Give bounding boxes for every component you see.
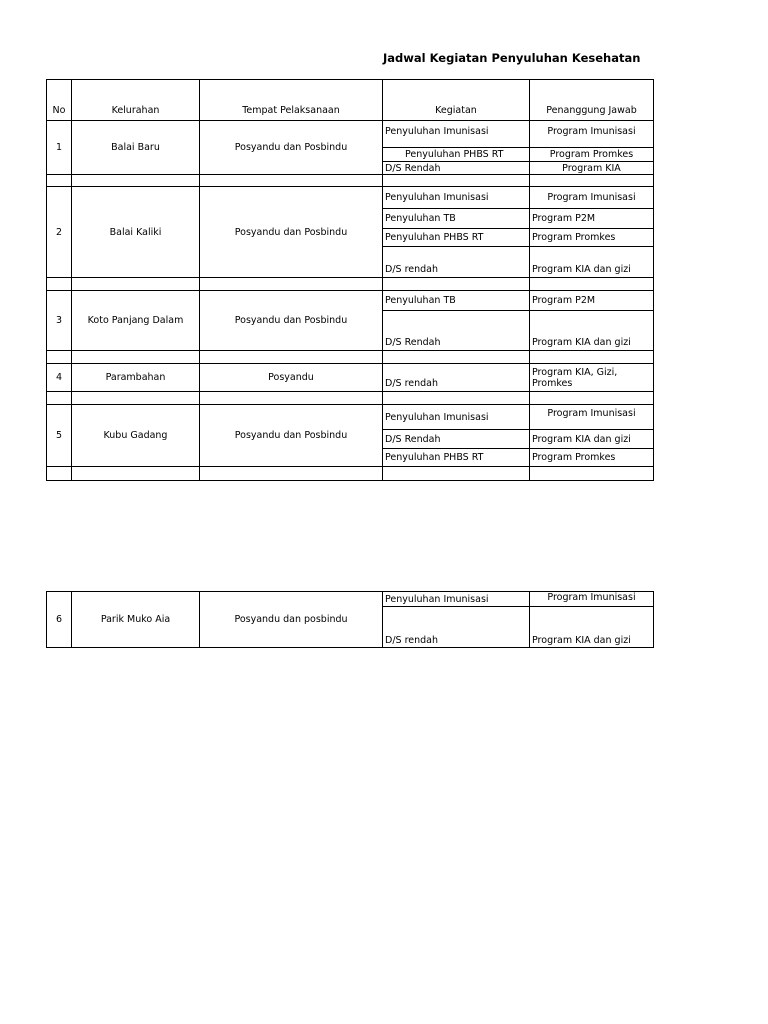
- row-kegiatan: Penyuluhan PHBS RT: [383, 148, 530, 162]
- row-penanggung: Program KIA, Gizi, Promkes: [530, 364, 654, 392]
- row-kegiatan: Penyuluhan Imunisasi: [383, 592, 530, 607]
- row-penanggung: Program KIA dan gizi: [530, 607, 654, 648]
- spacer-row: [47, 392, 654, 405]
- row-penanggung: Program KIA dan gizi: [530, 247, 654, 278]
- row-penanggung: Program Promkes: [530, 229, 654, 247]
- row-kegiatan: D/S Rendah: [383, 430, 530, 449]
- row-no: 2: [47, 187, 72, 278]
- row-kegiatan: D/S rendah: [383, 247, 530, 278]
- row-kegiatan: Penyuluhan TB: [383, 209, 530, 229]
- row-kegiatan: Penyuluhan Imunisasi: [383, 405, 530, 430]
- row-kegiatan: D/S rendah: [383, 607, 530, 648]
- schedule-table: [46, 79, 654, 481]
- row-penanggung: Program Imunisasi: [530, 592, 654, 607]
- spacer-row: [47, 351, 654, 364]
- row-penanggung: Program Imunisasi: [530, 187, 654, 209]
- row-tempat: Posyandu dan Posbindu: [200, 291, 383, 351]
- row-kelurahan: Balai Kaliki: [72, 187, 200, 278]
- row-kelurahan: Kubu Gadang: [72, 405, 200, 467]
- row-penanggung: Program Promkes: [530, 148, 654, 162]
- row-kelurahan: Balai Baru: [72, 121, 200, 175]
- header-penanggung-jawab: Penanggung Jawab: [530, 80, 654, 121]
- row-kegiatan: Penyuluhan TB: [383, 291, 530, 311]
- header-tempat: Tempat Pelaksanaan: [200, 80, 383, 121]
- row-penanggung: Program Imunisasi: [530, 121, 654, 148]
- row-kegiatan: Penyuluhan PHBS RT: [383, 449, 530, 467]
- row-penanggung: Program KIA dan gizi: [530, 430, 654, 449]
- row-kegiatan: D/S rendah: [383, 364, 530, 392]
- row-no: 4: [47, 364, 72, 392]
- table-row: [47, 405, 654, 430]
- row-kegiatan: Penyuluhan Imunisasi: [383, 121, 530, 148]
- table-row: [47, 291, 654, 311]
- header-kelurahan: Kelurahan: [72, 80, 200, 121]
- schedule-table-continued: [46, 591, 654, 648]
- row-kelurahan: Parik Muko Aia: [72, 592, 200, 648]
- row-tempat: Posyandu dan Posbindu: [200, 405, 383, 467]
- table-row: [47, 187, 654, 209]
- table-row: [47, 364, 654, 392]
- row-tempat: Posyandu dan Posbindu: [200, 187, 383, 278]
- row-tempat: Posyandu: [200, 364, 383, 392]
- spacer-row: [47, 175, 654, 187]
- header-kegiatan: Kegiatan: [383, 80, 530, 121]
- row-no: 1: [47, 121, 72, 175]
- row-penanggung: Program KIA: [530, 162, 654, 175]
- spacer-row: [47, 278, 654, 291]
- row-kegiatan: Penyuluhan Imunisasi: [383, 187, 530, 209]
- row-tempat: Posyandu dan Posbindu: [200, 121, 383, 175]
- row-penanggung: Program P2M: [530, 209, 654, 229]
- row-penanggung: Program Imunisasi: [530, 405, 654, 430]
- row-kegiatan: Penyuluhan PHBS RT: [383, 229, 530, 247]
- row-kegiatan: D/S Rendah: [383, 311, 530, 351]
- row-no: 6: [47, 592, 72, 648]
- row-penanggung: Program KIA dan gizi: [530, 311, 654, 351]
- row-kegiatan: D/S Rendah: [383, 162, 530, 175]
- spacer-row: [47, 467, 654, 481]
- row-no: 5: [47, 405, 72, 467]
- header-no: No: [47, 80, 72, 121]
- table-row: [47, 121, 654, 148]
- table-row: [47, 592, 654, 607]
- row-kelurahan: Parambahan: [72, 364, 200, 392]
- document-title: Jadwal Kegiatan Penyuluhan Kesehatan: [383, 51, 641, 65]
- row-penanggung: Program P2M: [530, 291, 654, 311]
- row-penanggung: Program Promkes: [530, 449, 654, 467]
- row-kelurahan: Koto Panjang Dalam: [72, 291, 200, 351]
- row-no: 3: [47, 291, 72, 351]
- row-tempat: Posyandu dan posbindu: [200, 592, 383, 648]
- header-row: [47, 80, 654, 121]
